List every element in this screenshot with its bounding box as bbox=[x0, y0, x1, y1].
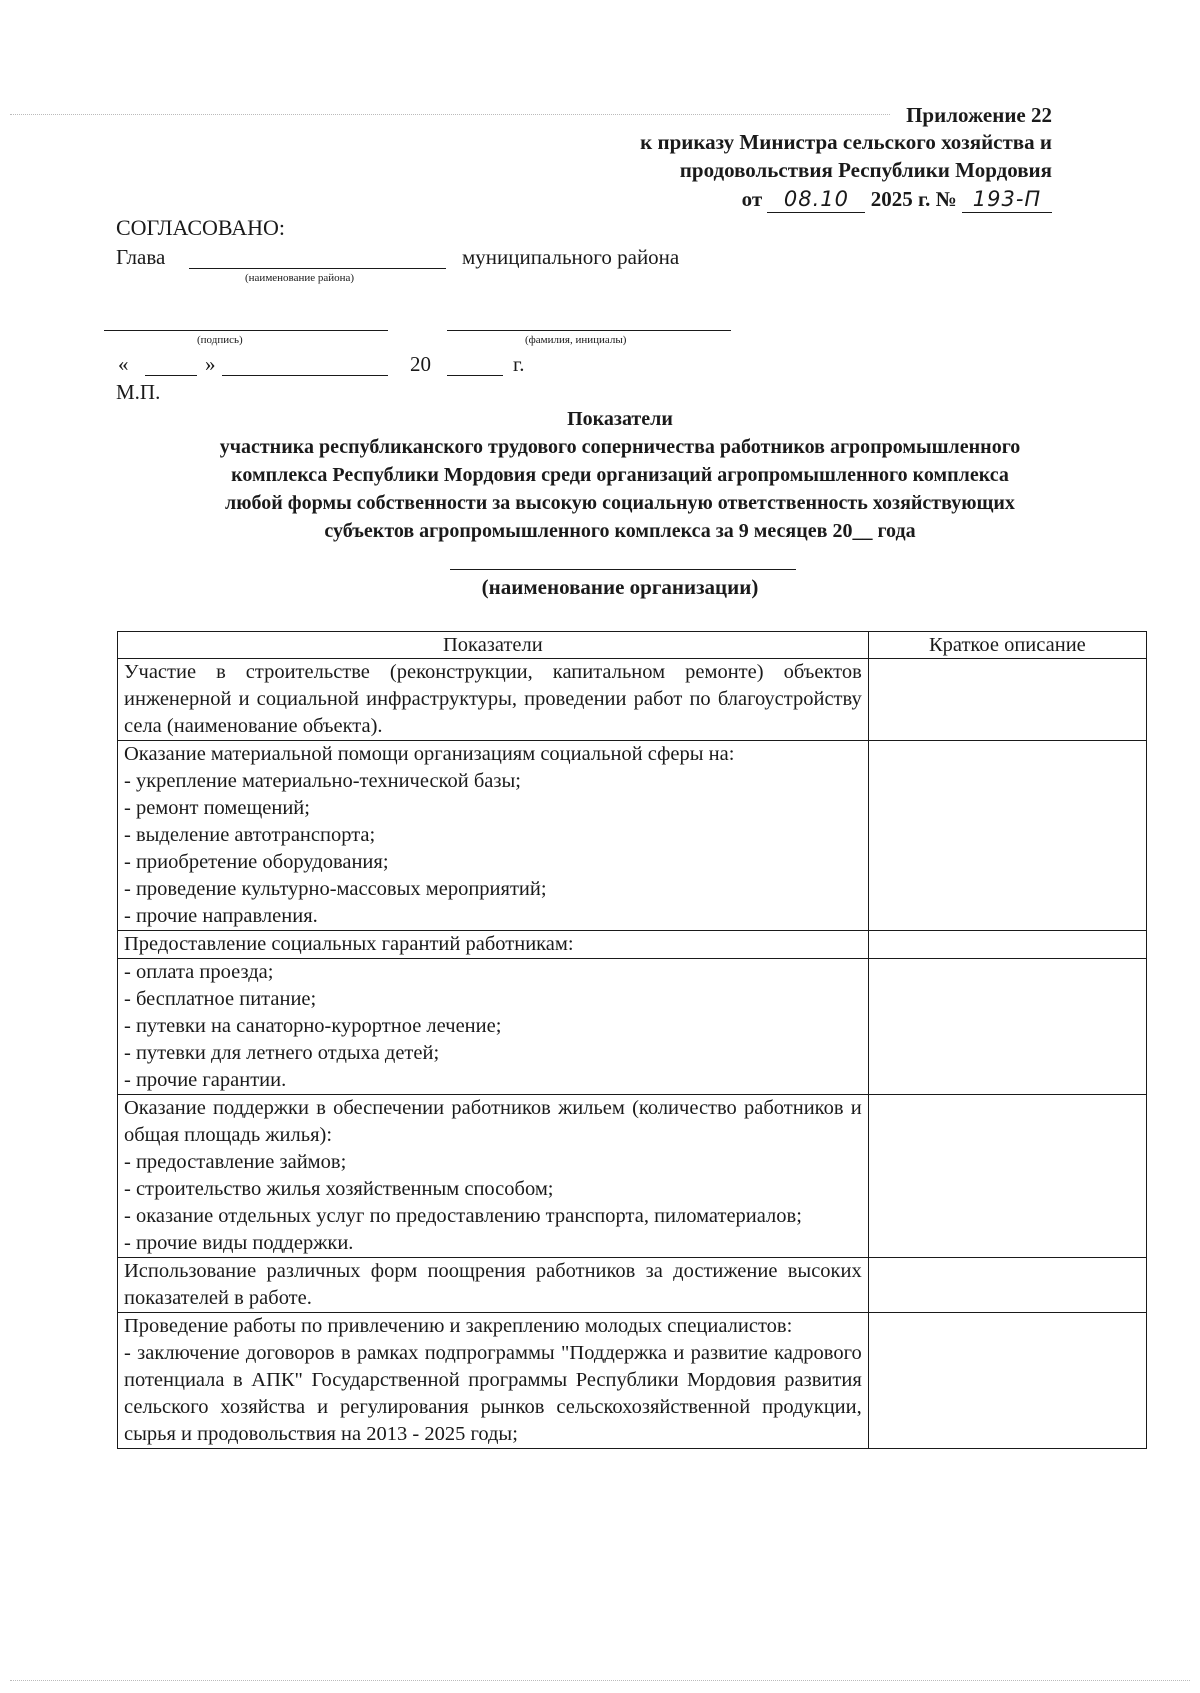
organization-caption: (наименование организации) bbox=[481, 575, 759, 599]
stamp-mark: М.П. bbox=[116, 380, 161, 404]
indicator-item: - предоставление займов; bbox=[124, 1151, 347, 1173]
table-body bbox=[118, 659, 1147, 1449]
table-row bbox=[118, 959, 1147, 1095]
document-heading: Показатели bbox=[567, 408, 673, 430]
indicator-item: - бесплатное питание; bbox=[124, 988, 317, 1010]
district-caption: (наименование района) bbox=[245, 272, 355, 284]
indicator-cell bbox=[118, 659, 869, 741]
year-line bbox=[447, 375, 503, 376]
indicator-title: Предоставление социальных гарантий работникам: bbox=[124, 933, 574, 955]
table-row bbox=[118, 1258, 1147, 1313]
indicator-item: - укрепление материально-технической базы; bbox=[124, 770, 521, 792]
date-prefix: от bbox=[741, 187, 763, 211]
table-row bbox=[118, 741, 1147, 931]
indicator-item: - прочие гарантии. bbox=[124, 1069, 287, 1091]
description-cell[interactable] bbox=[868, 741, 1146, 931]
description-cell[interactable] bbox=[868, 931, 1146, 959]
order-reference: к приказу Министра сельского хозяйства и bbox=[640, 130, 1052, 154]
indicator-title: Оказание материальной помощи организациям социальной сферы на: bbox=[124, 743, 735, 765]
indicators-table bbox=[117, 631, 1147, 1449]
header-description: Краткое описание bbox=[868, 632, 1146, 659]
indicator-item: - прочие направления. bbox=[124, 905, 318, 927]
scan-artifact bbox=[10, 1680, 1190, 1682]
table-row bbox=[118, 1313, 1147, 1449]
month-line bbox=[222, 375, 388, 376]
indicator-title: Участие в строительстве (реконструкции, капитальном ремонте) объектов инженерной и социальной инфраструктуры, проведении работ по благоустройству села (наименование объекта). bbox=[124, 661, 862, 737]
indicator-title: Проведение работы по привлечению и закреплению молодых специалистов: bbox=[124, 1315, 793, 1337]
signature-caption: (подпись) bbox=[197, 334, 243, 346]
indicator-item: - выделение автотранспорта; bbox=[124, 824, 376, 846]
table-row bbox=[118, 659, 1147, 741]
appendix-number: Приложение 22 bbox=[906, 103, 1052, 127]
indicator-item: - ремонт помещений; bbox=[124, 797, 310, 819]
indicator-cell bbox=[118, 1313, 869, 1449]
indicator-title: Использование различных форм поощрения работников за достижение высоких показателей в работе. bbox=[124, 1260, 862, 1309]
indicator-cell bbox=[118, 959, 869, 1095]
handwritten-date: 08.10 bbox=[767, 186, 865, 213]
indicator-cell bbox=[118, 931, 869, 959]
description-cell[interactable] bbox=[868, 1095, 1146, 1258]
handwritten-order-number: 193-П bbox=[962, 186, 1052, 213]
district-name-line bbox=[189, 268, 446, 269]
indicator-item: - приобретение оборудования; bbox=[124, 851, 389, 873]
indicator-item: - прочие виды поддержки. bbox=[124, 1232, 354, 1254]
district-suffix: муниципального района bbox=[462, 245, 680, 269]
indicator-item: - путевки на санаторно-курортное лечение; bbox=[124, 1015, 502, 1037]
table-row bbox=[118, 931, 1147, 959]
indicator-item: - путевки для летнего отдыха детей; bbox=[124, 1042, 440, 1064]
description-cell[interactable] bbox=[868, 659, 1146, 741]
indicator-cell bbox=[118, 1095, 869, 1258]
ministry-name: продовольствия Республики Мордовия bbox=[679, 158, 1052, 182]
name-caption: (фамилия, инициалы) bbox=[525, 334, 627, 346]
approval-title: СОГЛАСОВАНО: bbox=[116, 215, 285, 240]
indicator-cell bbox=[118, 741, 869, 931]
description-cell[interactable] bbox=[868, 1258, 1146, 1313]
title-line-3: любой формы собственности за высокую социальную ответственность хозяйствующих bbox=[225, 492, 1015, 514]
indicator-item: - заключение договоров в рамках подпрограммы "Поддержка и развитие кадрового потенциала в АПК" Государственной программы Республики Мордовия развития сельского хозяйства и регулирования рынков сельскохозяйственной продукции, сырья и продовольствия на 2013 - 2025 годы; bbox=[124, 1342, 862, 1445]
table-header-row bbox=[118, 632, 1147, 659]
year-suffix: г. bbox=[513, 352, 525, 376]
description-cell[interactable] bbox=[868, 1313, 1146, 1449]
indicator-item: - строительство жилья хозяйственным способом; bbox=[124, 1178, 554, 1200]
indicator-item: - оказание отдельных услуг по предоставлению транспорта, пиломатериалов; bbox=[124, 1205, 802, 1227]
quote-open: « bbox=[118, 352, 129, 376]
year-prefix: 20 bbox=[410, 352, 431, 376]
quote-close: » bbox=[205, 352, 216, 376]
indicator-title: Оказание поддержки в обеспечении работников жильем (количество работников и общая площадь жилья): bbox=[124, 1097, 862, 1146]
title-line-4: субъектов агропромышленного комплекса за 9 месяцев 20__ года bbox=[324, 520, 916, 542]
title-line-1: участника республиканского трудового соперничества работников агропромышленного bbox=[219, 436, 1021, 458]
indicator-title: - оплата проезда; bbox=[124, 961, 274, 983]
description-cell[interactable] bbox=[868, 959, 1146, 1095]
head-label: Глава bbox=[116, 245, 166, 269]
indicator-item: - проведение культурно-массовых мероприятий; bbox=[124, 878, 547, 900]
day-line bbox=[145, 375, 197, 376]
title-line-2: комплекса Республики Мордовия среди организаций агропромышленного комплекса bbox=[231, 464, 1009, 486]
indicator-cell bbox=[118, 1258, 869, 1313]
table-row bbox=[118, 1095, 1147, 1258]
name-line bbox=[447, 330, 731, 331]
year-number-label: 2025 г. № bbox=[870, 187, 957, 211]
signature-line bbox=[104, 330, 388, 331]
order-date-line bbox=[652, 184, 1052, 214]
organization-name-line bbox=[450, 569, 796, 570]
header-indicators: Показатели bbox=[118, 632, 869, 659]
